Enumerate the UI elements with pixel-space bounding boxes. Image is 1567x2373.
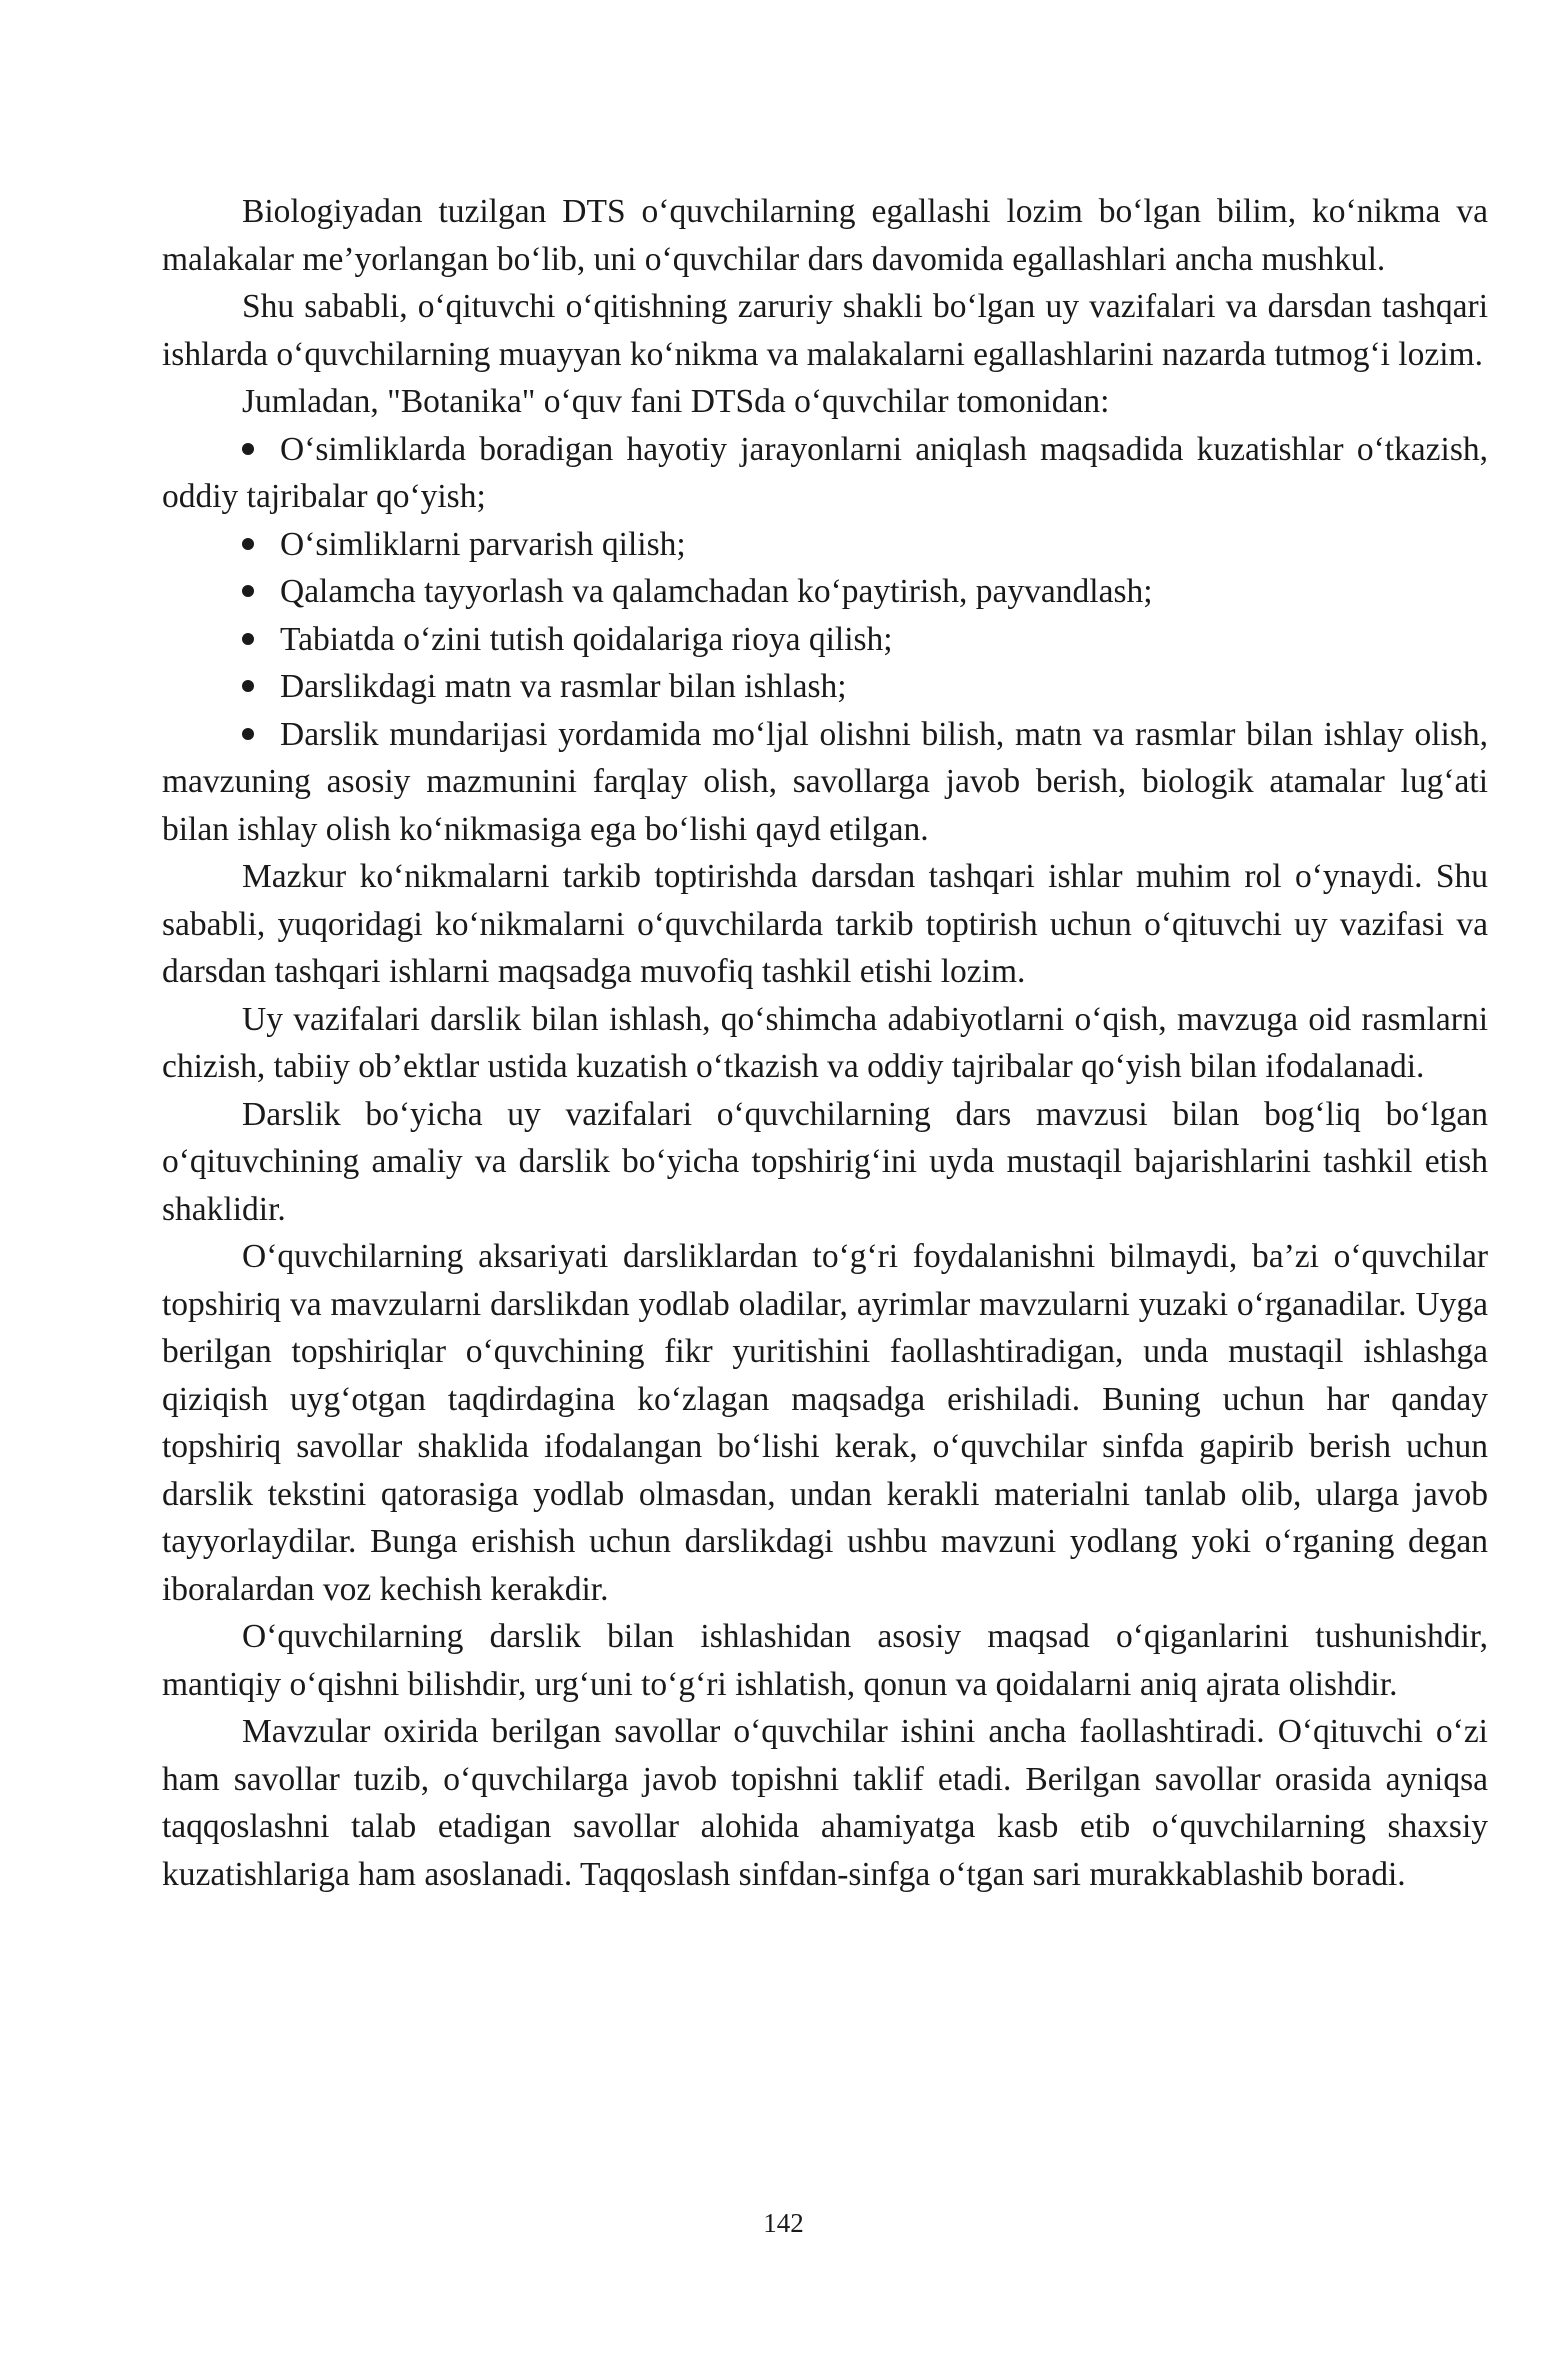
list-item bbox=[162, 426, 1488, 521]
list-item bbox=[162, 616, 1488, 664]
list-item bbox=[162, 521, 1488, 569]
paragraph-textbook-usage: O‘quvchilarning aksariyati darsliklardan to‘g‘ri foydalanishni bilmaydi, ba’zi o‘quvchilar topshiriq va mavzularni darslikdan yodlab oladilar, ayrimlar mavzularni yuzaki o‘rganadilar. Uyga berilgan topshiriqlar o‘quvchining fikr yuritishini faollashtiradigan, unda mustaqil ishlashga qiziqish uyg‘otgan taqdirdagina ko‘zlagan maqsadga erishiladi. Buning uchun har qanday topshiriq savollar shaklida ifodalangan bo‘lishi kerak, o‘quvchilar sinfda gapirib berish uchun darslik tekstini qatorasiga yodlab olmasdan, undan kerakli materialni tanlab olib, ularga javob tayyorlaydilar. Bunga erishish uchun darslikdagi ushbu mavzuni yodlang yoki o‘rganing degan iboralardan voz kechish kerakdir. bbox=[162, 1238, 1488, 1608]
paragraph-main-goal: O‘quvchilarning darslik bilan ishlashidan asosiy maqsad o‘qiganlarini tushunishdir, mantiqiy o‘qishni bilishdir, urg‘uni to‘g‘ri ishlatish, qonun va qoidalarni aniq ajrata olishdir. bbox=[162, 1618, 1488, 1703]
list-item bbox=[162, 711, 1488, 854]
page-number: 142 bbox=[763, 2208, 804, 2238]
paragraph-textbook-homework: Darslik bo‘yicha uy vazifalari o‘quvchilarning dars mavzusi bilan bog‘liq bo‘lgan o‘qituvchining amaliy va darslik bo‘yicha topshirig‘ini uyda mustaqil bajarishlarini tashkil etish shaklidir. bbox=[162, 1095, 1488, 1228]
list-item bbox=[162, 663, 1488, 711]
bullet-icon bbox=[242, 633, 254, 645]
skills-bullet-list bbox=[162, 426, 1488, 854]
list-item bbox=[162, 568, 1488, 616]
bullet-icon bbox=[242, 585, 254, 597]
list-item-text: O‘simliklarda boradigan hayotiy jarayonlarni aniqlash maqsadida kuzatishlar o‘tkazish, oddiy tajribalar qo‘yish; bbox=[162, 430, 1488, 515]
list-item-text: O‘simliklarni parvarish qilish; bbox=[280, 525, 686, 563]
list-item-text: Qalamcha tayyorlash va qalamchadan ko‘paytirish, payvandlash; bbox=[280, 573, 1153, 610]
list-item-text: Darslikdagi matn va rasmlar bilan ishlash; bbox=[280, 668, 847, 705]
list-item-text: Tabiatda o‘zini tutish qoidalariga rioya qilish; bbox=[280, 620, 893, 658]
bullet-icon bbox=[242, 443, 254, 455]
paragraph-homework-reason: Shu sababli, o‘qituvchi o‘qitishning zaruriy shakli bo‘lgan uy vazifalari va darsdan tashqari ishlarda o‘quvchilarning muayyan ko‘nikma va malakalarni egallashlarini nazarda tutmog‘i lozim. bbox=[162, 288, 1488, 373]
paragraph-dts-intro: Biologiyadan tuzilgan DTS o‘quvchilarning egallashi lozim bo‘lgan bilim, ko‘nikma va malakalar me’yorlangan bo‘lib, uni o‘quvchilar dars davomida egallashlari ancha mushkul. bbox=[162, 193, 1488, 278]
paragraph-homework-forms: Uy vazifalari darslik bilan ishlash, qo‘shimcha adabiyotlarni o‘qish, mavzuga oid rasmlarni chizish, tabiiy ob’ektlar ustida kuzatish o‘tkazish va oddiy tajribalar qo‘yish bilan ifodalanadi. bbox=[162, 1000, 1488, 1085]
bullet-icon bbox=[242, 538, 254, 550]
paragraph-botanika-intro: Jumladan, "Botanika" o‘quv fani DTSda o‘quvchilar tomonidan: bbox=[242, 383, 1110, 420]
bullet-icon bbox=[242, 728, 254, 740]
paragraph-extracurricular: Mazkur ko‘nikmalarni tarkib toptirishda darsdan tashqari ishlar muhim rol o‘ynaydi. Shu sababli, yuqoridagi ko‘nikmalarni o‘quvchilarda tarkib toptirish uchun o‘qituvchi uy vazifasi va darsdan tashqari ishlarni maqsadga muvofiq tashkil etishi lozim. bbox=[162, 858, 1488, 990]
document-page bbox=[162, 188, 1488, 1898]
bullet-icon bbox=[242, 680, 254, 692]
list-item-text: Darslik mundarijasi yordamida mo‘ljal olishni bilish, matn va rasmlar bilan ishlay olish, mavzuning asosiy mazmunini farqlay olish, savollarga javob berish, biologik atamalar lug‘ati bilan ishlay olish ko‘nikmasiga ega bo‘lishi qayd etilgan. bbox=[162, 715, 1488, 848]
paragraph-questions: Mavzular oxirida berilgan savollar o‘quvchilar ishini ancha faollashtiradi. O‘qituvchi o‘zi ham savollar tuzib, o‘quvchilarga javob topishni taklif etadi. Berilgan savollar orasida ayniqsa taqqoslashni talab etadigan savollar alohida ahamiyatga kasb etib o‘quvchilarning shaxsiy kuzatishlariga ham asoslanadi. Taqqoslash sinfdan-sinfga o‘tgan sari murakkablashib boradi. bbox=[162, 1713, 1488, 1893]
